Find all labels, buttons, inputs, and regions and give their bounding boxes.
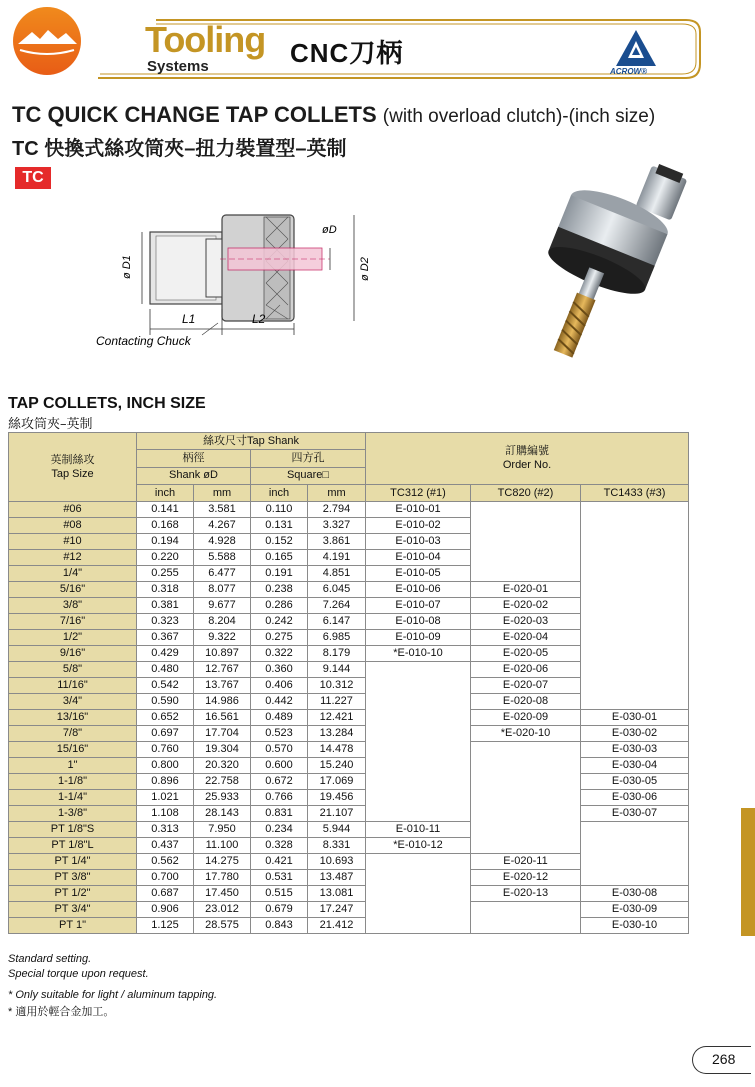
acrow-logo-text: ACROW® [610,67,647,76]
cell-square-mm: 4.851 [308,566,366,582]
cell-order-tc820: E-020-07 [471,678,581,694]
cell-tap-size: 15/16" [9,742,137,758]
label-contacting-chuck: Contacting Chuck [96,334,191,348]
cell-order-tc312 [366,790,471,806]
cell-order-tc312 [366,902,471,918]
cell-order-tc312 [366,870,471,886]
cell-shank-mm: 14.986 [194,694,251,710]
cell-shank-mm: 23.012 [194,902,251,918]
cell-square-mm: 13.081 [308,886,366,902]
cell-square-inch: 0.570 [251,742,308,758]
table-row [9,630,689,646]
note-light-tapping-cn: * 適用於輕合金加工。 [8,1006,115,1018]
cell-order-tc1433: E-030-04 [581,758,689,774]
cell-square-inch: 0.322 [251,646,308,662]
cell-shank-mm: 22.758 [194,774,251,790]
cell-tap-size: PT 1/8"L [9,838,137,854]
table-row [9,598,689,614]
cell-order-tc312: E-010-03 [366,534,471,550]
header-order-no [366,433,689,485]
cell-shank-mm: 9.322 [194,630,251,646]
cell-order-tc1433 [581,598,689,614]
cell-shank-inch: 0.381 [137,598,194,614]
page-title-en-sub: (with overload clutch)-(inch size) [382,106,656,127]
cell-square-inch: 0.766 [251,790,308,806]
header-shank-cn: 柄徑 [137,450,251,467]
cell-order-tc820 [471,838,581,854]
label-d2: ø D2 [359,257,371,281]
cell-square-inch: 0.515 [251,886,308,902]
cell-shank-inch: 0.429 [137,646,194,662]
header-inch-square: inch [251,484,308,501]
cell-order-tc312: E-010-07 [366,598,471,614]
table-row [9,886,689,902]
cell-square-mm: 17.247 [308,902,366,918]
table-row [9,550,689,566]
tap-collet-table [8,432,689,934]
cell-shank-inch: 0.437 [137,838,194,854]
cell-order-tc820: E-020-02 [471,598,581,614]
cell-order-tc1433 [581,822,689,838]
cell-shank-inch: 0.700 [137,870,194,886]
cell-tap-size: 1/2" [9,630,137,646]
tap-collet-diagram [90,205,380,355]
cell-shank-mm: 28.575 [194,918,251,934]
cell-square-mm: 5.944 [308,822,366,838]
cell-shank-mm: 17.704 [194,726,251,742]
cell-square-inch: 0.421 [251,854,308,870]
table-row [9,790,689,806]
cell-tap-size: 11/16" [9,678,137,694]
header-order-cn: 訂購編號 [505,444,549,457]
cell-order-tc820 [471,774,581,790]
acrow-logo [614,28,658,68]
cell-order-tc820 [471,550,581,566]
cell-square-mm: 13.487 [308,870,366,886]
cell-shank-mm: 13.767 [194,678,251,694]
cell-order-tc820: E-020-13 [471,886,581,902]
cell-square-mm: 4.191 [308,550,366,566]
label-d1: ø D1 [121,255,133,279]
table-row [9,694,689,710]
header-inch: inch [137,484,194,501]
header-square-en: Square□ [251,467,366,484]
tc-badge: TC [15,167,51,189]
cell-shank-mm: 28.143 [194,806,251,822]
page-title-en-main: TC QUICK CHANGE TAP COLLETS [12,102,377,127]
cell-square-inch: 0.242 [251,614,308,630]
cell-shank-mm: 4.267 [194,518,251,534]
cell-shank-inch: 1.125 [137,918,194,934]
cell-shank-mm: 11.100 [194,838,251,854]
table-row [9,758,689,774]
header-tap-size-en: Tap Size [51,468,94,480]
cell-square-mm: 2.794 [308,502,366,518]
cell-square-mm: 10.693 [308,854,366,870]
label-l2: L2 [252,312,266,326]
cell-square-inch: 0.843 [251,918,308,934]
cell-shank-inch: 0.652 [137,710,194,726]
header-mm: mm [194,484,251,501]
cell-shank-mm: 6.477 [194,566,251,582]
header-tc1433: TC1433 (#3) [581,484,689,501]
cell-order-tc312: E-010-06 [366,582,471,598]
cell-order-tc1433: E-030-09 [581,902,689,918]
cell-order-tc820 [471,502,581,518]
cell-shank-mm: 7.950 [194,822,251,838]
cell-order-tc312 [366,710,471,726]
cell-tap-size: #10 [9,534,137,550]
cell-order-tc312: E-010-01 [366,502,471,518]
cell-shank-mm: 8.204 [194,614,251,630]
cell-shank-inch: 0.697 [137,726,194,742]
cell-square-mm: 8.331 [308,838,366,854]
table-row [9,774,689,790]
cell-shank-inch: 0.194 [137,534,194,550]
label-d: øD [322,224,337,236]
cell-shank-mm: 10.897 [194,646,251,662]
cell-shank-mm: 12.767 [194,662,251,678]
page-number: 268 [712,1051,736,1067]
cell-order-tc312 [366,726,471,742]
cell-order-tc820 [471,806,581,822]
cell-tap-size: 9/16" [9,646,137,662]
cell-shank-mm: 9.677 [194,598,251,614]
cell-tap-size: PT 1" [9,918,137,934]
cell-tap-size: #06 [9,502,137,518]
cell-order-tc820 [471,790,581,806]
cell-square-mm: 21.412 [308,918,366,934]
table-row [9,854,689,870]
cell-order-tc1433 [581,662,689,678]
cell-order-tc1433 [581,838,689,854]
cell-order-tc820 [471,918,581,934]
cell-order-tc820 [471,758,581,774]
cell-shank-inch: 0.313 [137,822,194,838]
cell-square-mm: 14.478 [308,742,366,758]
page-title-cn: TC 快換式絲攻筒夾–扭力裝置型–英制 [12,138,347,160]
cell-tap-size: PT 3/8" [9,870,137,886]
cell-shank-mm: 20.320 [194,758,251,774]
cell-order-tc1433 [581,518,689,534]
cell-square-inch: 0.110 [251,502,308,518]
cell-order-tc312: *E-010-10 [366,646,471,662]
cell-order-tc312 [366,774,471,790]
cell-order-tc1433: E-030-01 [581,710,689,726]
cell-tap-size: 13/16" [9,710,137,726]
cell-order-tc1433: E-030-07 [581,806,689,822]
cell-order-tc1433 [581,582,689,598]
cell-square-inch: 0.531 [251,870,308,886]
cell-square-mm: 3.327 [308,518,366,534]
cell-square-mm: 3.861 [308,534,366,550]
note-special-torque: Special torque upon request. [8,968,149,980]
cell-square-inch: 0.191 [251,566,308,582]
section-title: TAP COLLETS, INCH SIZE [8,395,206,412]
cell-square-mm: 6.985 [308,630,366,646]
cell-square-inch: 0.360 [251,662,308,678]
cell-shank-inch: 0.367 [137,630,194,646]
cell-order-tc1433 [581,630,689,646]
cell-order-tc820: E-020-09 [471,710,581,726]
table-row [9,806,689,822]
cell-order-tc312: E-010-11 [366,822,471,838]
cell-square-mm: 6.147 [308,614,366,630]
cell-order-tc820: *E-020-10 [471,726,581,742]
cell-order-tc1433 [581,614,689,630]
cell-order-tc1433: E-030-10 [581,918,689,934]
cell-tap-size: 1/4" [9,566,137,582]
cell-order-tc820: E-020-03 [471,614,581,630]
brand-systems: Systems [147,58,209,75]
cell-shank-inch: 0.542 [137,678,194,694]
cell-order-tc312 [366,742,471,758]
cell-order-tc1433 [581,854,689,870]
table-row [9,902,689,918]
cell-shank-mm: 25.933 [194,790,251,806]
table-row [9,566,689,582]
cell-order-tc1433 [581,646,689,662]
cell-shank-inch: 0.760 [137,742,194,758]
table-row [9,502,689,518]
table-row [9,726,689,742]
cell-shank-inch: 0.687 [137,886,194,902]
cell-shank-mm: 3.581 [194,502,251,518]
cell-tap-size: PT 1/4" [9,854,137,870]
table-row [9,534,689,550]
cell-shank-inch: 0.318 [137,582,194,598]
cell-tap-size: #12 [9,550,137,566]
cell-order-tc1433 [581,870,689,886]
cell-shank-mm: 17.780 [194,870,251,886]
cell-order-tc820 [471,822,581,838]
header-mm-square: mm [308,484,366,501]
cell-order-tc1433 [581,694,689,710]
cell-order-tc820 [471,534,581,550]
page-title-en [12,102,655,128]
cell-order-tc1433: E-030-06 [581,790,689,806]
header-shank-en: Shank øD [137,467,251,484]
cell-order-tc312: E-010-08 [366,614,471,630]
cell-order-tc312 [366,758,471,774]
cell-square-mm: 12.421 [308,710,366,726]
cell-square-mm: 13.284 [308,726,366,742]
cell-shank-inch: 0.562 [137,854,194,870]
product-photo [505,150,705,380]
cell-order-tc1433 [581,502,689,518]
cell-square-inch: 0.679 [251,902,308,918]
cell-tap-size: 7/16" [9,614,137,630]
page-edge-tab [741,808,755,936]
cell-order-tc312: *E-010-12 [366,838,471,854]
table-row [9,582,689,598]
cell-order-tc312: E-010-09 [366,630,471,646]
brand-tooling: Tooling [145,19,266,60]
cell-order-tc312 [366,806,471,822]
cell-tap-size: 1" [9,758,137,774]
cell-tap-size: 5/16" [9,582,137,598]
cell-shank-mm: 16.561 [194,710,251,726]
cell-shank-inch: 0.141 [137,502,194,518]
cell-order-tc312: E-010-05 [366,566,471,582]
cell-square-mm: 21.107 [308,806,366,822]
table-row [9,678,689,694]
cell-shank-inch: 0.896 [137,774,194,790]
cell-order-tc820: E-020-08 [471,694,581,710]
cell-order-tc1433: E-030-05 [581,774,689,790]
cell-square-inch: 0.328 [251,838,308,854]
table-row [9,518,689,534]
cell-tap-size: PT 1/2" [9,886,137,902]
header-tc312: TC312 (#1) [366,484,471,501]
cell-square-inch: 0.831 [251,806,308,822]
table-row [9,646,689,662]
cell-order-tc312 [366,662,471,678]
cell-square-inch: 0.600 [251,758,308,774]
cell-shank-inch: 0.168 [137,518,194,534]
cell-order-tc312: E-010-02 [366,518,471,534]
cell-order-tc820 [471,518,581,534]
cell-order-tc820: E-020-05 [471,646,581,662]
cell-order-tc1433 [581,566,689,582]
header-tap-size [9,433,137,502]
cell-tap-size: 7/8" [9,726,137,742]
cell-tap-size: 5/8" [9,662,137,678]
cell-tap-size: 1-3/8" [9,806,137,822]
table-row [9,822,689,838]
table-row [9,614,689,630]
cell-order-tc312 [366,854,471,870]
cell-shank-mm: 19.304 [194,742,251,758]
cell-square-inch: 0.523 [251,726,308,742]
cell-square-inch: 0.489 [251,710,308,726]
cell-shank-inch: 1.021 [137,790,194,806]
table-row [9,710,689,726]
cell-shank-inch: 0.800 [137,758,194,774]
cell-shank-inch: 0.480 [137,662,194,678]
table-body [9,502,689,934]
cell-shank-mm: 8.077 [194,582,251,598]
cell-square-inch: 0.672 [251,774,308,790]
company-logo [12,6,82,76]
cell-shank-mm: 4.928 [194,534,251,550]
cell-square-mm: 7.264 [308,598,366,614]
cell-tap-size: 3/4" [9,694,137,710]
cell-square-inch: 0.165 [251,550,308,566]
cell-tap-size: #08 [9,518,137,534]
header-order-en: Order No. [502,459,552,472]
cell-order-tc820 [471,902,581,918]
cell-shank-inch: 0.906 [137,902,194,918]
cell-square-mm: 9.144 [308,662,366,678]
cell-square-mm: 8.179 [308,646,366,662]
cell-order-tc820: E-020-06 [471,662,581,678]
cell-square-mm: 17.069 [308,774,366,790]
cell-order-tc1433: E-030-02 [581,726,689,742]
header-tap-size-cn: 英制絲攻 [50,453,95,466]
label-l1: L1 [182,312,196,326]
section-subtitle: 絲攻筒夾–英制 [8,417,93,432]
cell-order-tc820 [471,566,581,582]
cell-shank-mm: 14.275 [194,854,251,870]
cell-order-tc820: E-020-04 [471,630,581,646]
cell-shank-inch: 0.220 [137,550,194,566]
brand-cnc-holder: CNC刀柄 [290,38,404,68]
cell-order-tc1433: E-030-08 [581,886,689,902]
cell-order-tc820 [471,742,581,758]
header-tc820: TC820 (#2) [471,484,581,501]
cell-tap-size: PT 1/8"S [9,822,137,838]
cell-square-mm: 10.312 [308,678,366,694]
table-row [9,662,689,678]
cell-order-tc312: E-010-04 [366,550,471,566]
cell-order-tc820: E-020-12 [471,870,581,886]
cell-tap-size: 1-1/8" [9,774,137,790]
cell-square-inch: 0.442 [251,694,308,710]
cell-square-inch: 0.238 [251,582,308,598]
cell-order-tc312 [366,694,471,710]
cell-shank-inch: 1.108 [137,806,194,822]
cell-shank-mm: 17.450 [194,886,251,902]
table-row [9,742,689,758]
cell-order-tc1433: E-030-03 [581,742,689,758]
table-row [9,870,689,886]
cell-square-inch: 0.131 [251,518,308,534]
cell-order-tc820: E-020-01 [471,582,581,598]
cell-square-mm: 19.456 [308,790,366,806]
cell-square-inch: 0.275 [251,630,308,646]
cell-shank-mm: 5.588 [194,550,251,566]
cell-order-tc1433 [581,678,689,694]
note-light-tapping: * Only suitable for light / aluminum tapping. [8,989,218,1001]
cell-square-inch: 0.234 [251,822,308,838]
cell-order-tc312 [366,918,471,934]
cell-square-mm: 15.240 [308,758,366,774]
cell-shank-inch: 0.590 [137,694,194,710]
cell-shank-inch: 0.323 [137,614,194,630]
table-row [9,918,689,934]
cell-square-inch: 0.152 [251,534,308,550]
cell-order-tc312 [366,678,471,694]
header-tap-shank: 絲攻尺寸Tap Shank [137,433,366,450]
header-square-cn: 四方孔 [251,450,366,467]
cell-order-tc312 [366,886,471,902]
cell-tap-size: PT 3/4" [9,902,137,918]
cell-square-inch: 0.406 [251,678,308,694]
note-standard-setting: Standard setting. [8,953,92,965]
cell-order-tc1433 [581,534,689,550]
cell-shank-inch: 0.255 [137,566,194,582]
cell-square-inch: 0.286 [251,598,308,614]
cell-tap-size: 3/8" [9,598,137,614]
cell-order-tc820: E-020-11 [471,854,581,870]
cell-tap-size: 1-1/4" [9,790,137,806]
cell-square-mm: 11.227 [308,694,366,710]
cell-square-mm: 6.045 [308,582,366,598]
table-row [9,838,689,854]
cell-order-tc1433 [581,550,689,566]
